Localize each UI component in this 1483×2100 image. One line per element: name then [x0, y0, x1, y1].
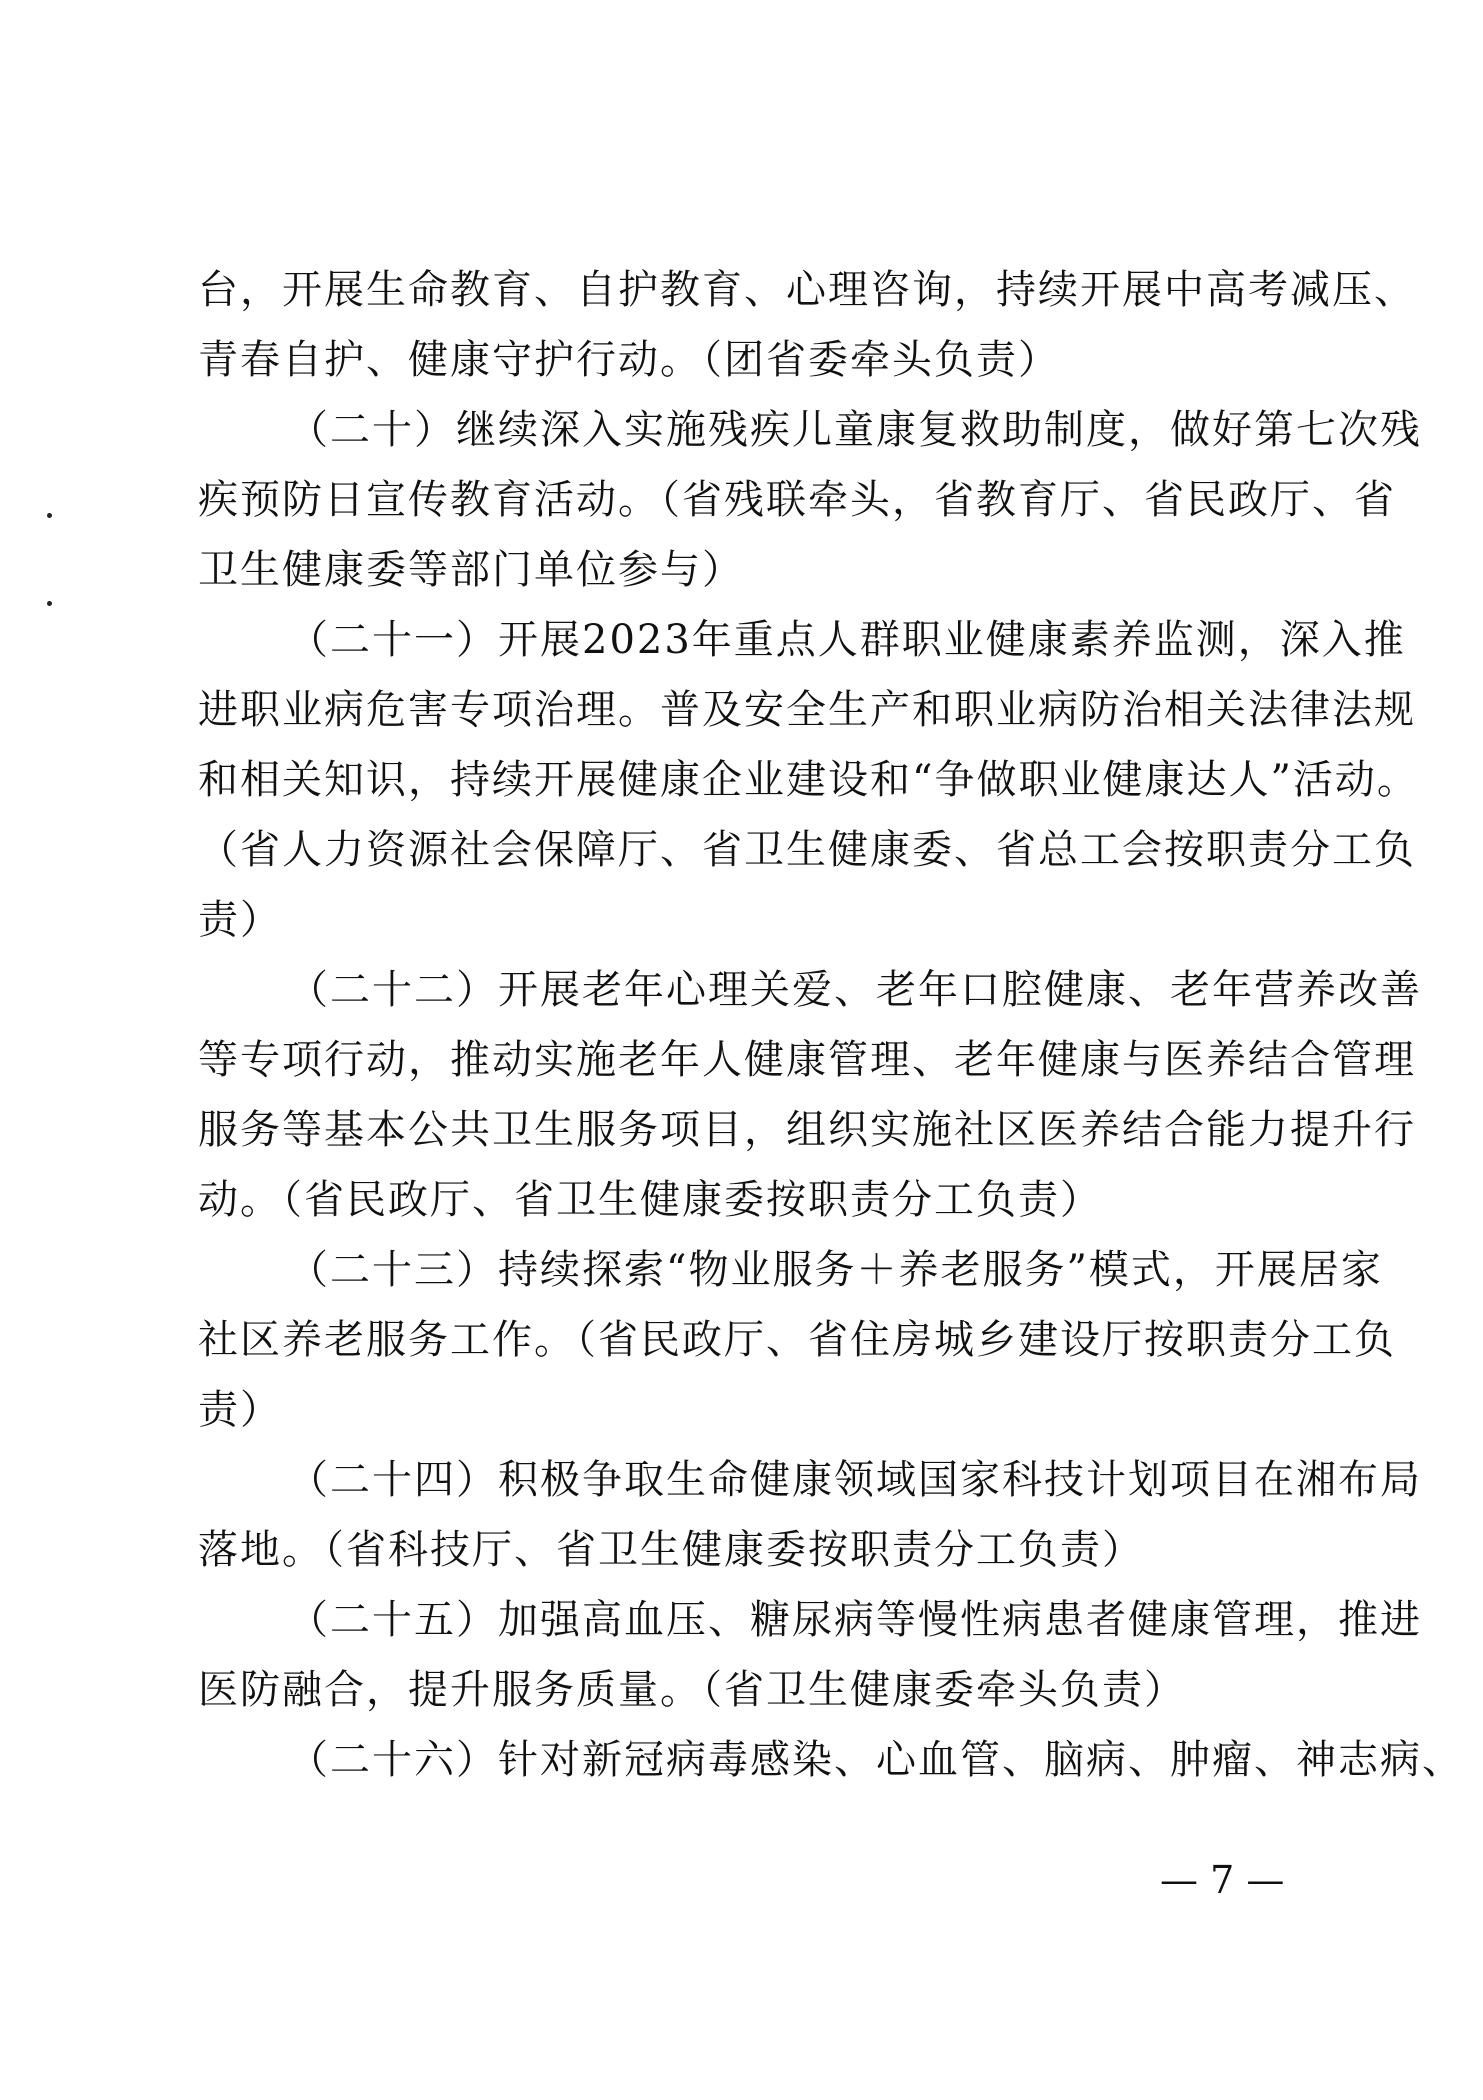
text-line: 进职业病危害专项治理。普及安全生产和职业病防治相关法律法规 — [198, 687, 1416, 733]
text-line: 社区养老服务工作。（省民政厅、省住房城乡建设厅按职责分工负 — [198, 1317, 1396, 1363]
text-line: 责） — [198, 1387, 282, 1433]
text-line: 卫生健康委等部门单位参与） — [198, 547, 744, 593]
text-line: 医防融合，提升服务质量。（省卫生健康委牵头负责） — [198, 1667, 1186, 1713]
text-line: 台，开展生命教育、自护教育、心理咨询，持续开展中高考减压、 — [198, 267, 1416, 313]
text-line: 等专项行动，推动实施老年人健康管理、老年健康与医养结合管理 — [198, 1037, 1416, 1083]
text-line: 动。（省民政厅、省卫生健康委按职责分工负责） — [198, 1177, 1102, 1223]
text-line: （二十四）积极争取生命健康领域国家科技计划项目在湘布局 — [288, 1457, 1422, 1503]
text-line: （二十）继续深入实施残疾儿童康复救助制度，做好第七次残 — [288, 407, 1422, 453]
margin-dot — [47, 513, 52, 518]
margin-dot — [47, 601, 52, 606]
text-line: 服务等基本公共卫生服务项目，组织实施社区医养结合能力提升行 — [198, 1107, 1416, 1153]
text-line: （省人力资源社会保障厅、省卫生健康委、省总工会按职责分工负 — [198, 827, 1416, 873]
text-line: 青春自护、健康守护行动。（团省委牵头负责） — [198, 337, 1060, 383]
text-line: 疾预防日宣传教育活动。（省残联牵头，省教育厅、省民政厅、省 — [198, 477, 1396, 523]
text-line: （二十一）开展2023年重点人群职业健康素养监测，深入推 — [288, 617, 1406, 663]
body-text — [198, 255, 1464, 1795]
text-line: （二十六）针对新冠病毒感染、心血管、脑病、肿瘤、神志病、 — [288, 1737, 1464, 1783]
text-line: （二十五）加强高血压、糖尿病等慢性病患者健康管理，推进 — [288, 1597, 1422, 1643]
text-line: 和相关知识，持续开展健康企业建设和“争做职业健康达人”活动。 — [198, 757, 1419, 803]
text-line: 责） — [198, 897, 282, 943]
text-line: （二十三）持续探索“物业服务＋养老服务”模式，开展居家 — [288, 1247, 1383, 1293]
text-line: 落地。（省科技厅、省卫生健康委按职责分工负责） — [198, 1527, 1144, 1573]
page-number: — 7 — — [1160, 1858, 1285, 1902]
text-line: （二十二）开展老年心理关爱、老年口腔健康、老年营养改善 — [288, 967, 1422, 1013]
